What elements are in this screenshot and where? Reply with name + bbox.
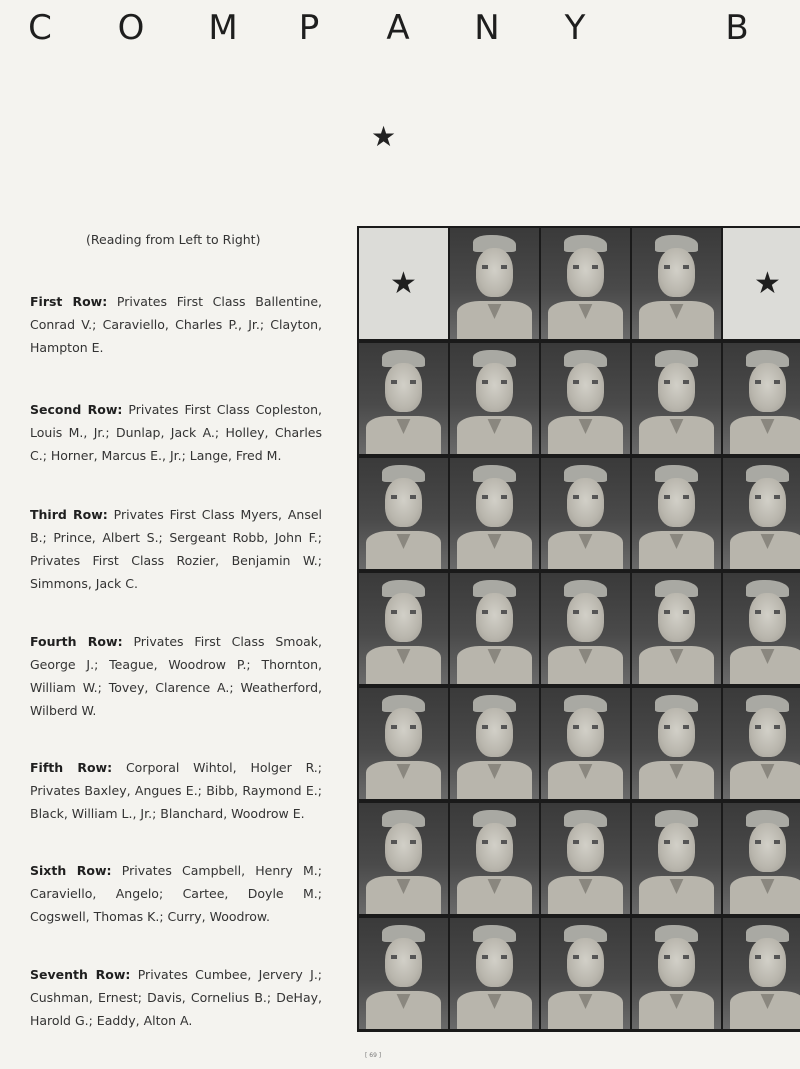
portrait-face (749, 823, 786, 872)
soldier-portrait (541, 803, 630, 914)
portrait-face (476, 938, 513, 987)
portrait-eyes (664, 495, 689, 499)
soldier-portrait (632, 918, 721, 1029)
soldier-portrait (632, 573, 721, 684)
portrait-eyes (482, 380, 507, 384)
soldier-portrait (450, 458, 539, 569)
star-icon: ★ (371, 120, 397, 153)
row-caption (30, 859, 322, 928)
star-tile (359, 228, 448, 339)
row-label: First Row: (30, 294, 108, 309)
heading-letter: O (117, 8, 145, 48)
portrait-face (476, 593, 513, 642)
soldier-portrait (632, 343, 721, 454)
row-caption (30, 503, 322, 595)
soldier-portrait (541, 228, 630, 339)
portrait-eyes (482, 495, 507, 499)
portrait-face (476, 363, 513, 412)
soldier-portrait (450, 343, 539, 454)
heading-letter: N (474, 8, 500, 48)
portrait-eyes (573, 380, 598, 384)
portrait-face (385, 938, 422, 987)
star-tile (723, 228, 800, 339)
portrait-eyes (482, 955, 507, 959)
soldier-portrait (450, 918, 539, 1029)
soldier-portrait (632, 228, 721, 339)
soldier-portrait (359, 458, 448, 569)
portrait-eyes (573, 265, 598, 269)
row-names: Privates First Class Copleston, Louis M., Jr.; Dunlap, Jack A.; Holley, Charles C.; Horner, Marcus E., Jr.; Lange, Fred M. (30, 402, 323, 463)
portrait-face (567, 708, 604, 757)
soldier-portrait (541, 573, 630, 684)
portrait-face (385, 478, 422, 527)
portrait-face (658, 363, 695, 412)
soldier-portrait (359, 573, 448, 684)
reading-note: (Reading from Left to Right) (86, 232, 261, 247)
portrait-eyes (755, 955, 780, 959)
heading-letter: B (725, 8, 749, 48)
soldier-portrait (541, 343, 630, 454)
portrait-eyes (391, 725, 416, 729)
portrait-eyes (391, 610, 416, 614)
portrait-eyes (755, 380, 780, 384)
row-names: Corporal Wihtol, Holger R.; Privates Baxley, Angues E.; Bibb, Raymond E.; Black, William L., Jr.; Blanchard, Woodrow E. (30, 760, 322, 821)
row-names: Privates Cumbee, Jervery J.; Cushman, Ernest; Davis, Cornelius B.; DeHay, Harold G.; Eaddy, Alton A. (30, 967, 322, 1028)
portrait-face (658, 708, 695, 757)
soldier-portrait (723, 343, 800, 454)
portrait-eyes (482, 725, 507, 729)
portrait-face (567, 248, 604, 297)
portrait-face (658, 593, 695, 642)
soldier-portrait (723, 458, 800, 569)
row-label: Third Row: (30, 507, 108, 522)
portrait-face (385, 363, 422, 412)
row-caption (30, 290, 322, 359)
portrait-face (749, 363, 786, 412)
portrait-grid (357, 226, 800, 1032)
portrait-face (749, 593, 786, 642)
heading-letter: C (28, 8, 52, 48)
portrait-eyes (755, 840, 780, 844)
row-names: Privates First Class Myers, Ansel B.; Prince, Albert S.; Sergeant Robb, John F.; Privates First Class Rozier, Benjamin W.; Simmons, Jack C. (30, 507, 322, 591)
portrait-eyes (664, 380, 689, 384)
soldier-portrait (541, 918, 630, 1029)
page-number: [ 69 ] (365, 1052, 382, 1059)
portrait-eyes (573, 725, 598, 729)
soldier-portrait (359, 343, 448, 454)
portrait-face (658, 478, 695, 527)
portrait-eyes (482, 840, 507, 844)
row-label: Seventh Row: (30, 967, 131, 982)
soldier-portrait (450, 573, 539, 684)
portrait-eyes (664, 725, 689, 729)
portrait-eyes (391, 380, 416, 384)
row-caption (30, 963, 322, 1032)
portrait-face (749, 478, 786, 527)
row-label: Sixth Row: (30, 863, 112, 878)
portrait-face (476, 708, 513, 757)
portrait-face (567, 593, 604, 642)
portrait-face (567, 823, 604, 872)
portrait-face (658, 248, 695, 297)
soldier-portrait (723, 688, 800, 799)
heading-letter: Y (564, 8, 586, 48)
row-names: Privates First Class Smoak, George J.; Teague, Woodrow P.; Thornton, William W.; Tovey, Clarence A.; Weatherford, Wilberd W. (30, 634, 322, 718)
soldier-portrait (723, 918, 800, 1029)
portrait-face (658, 938, 695, 987)
portrait-face (658, 823, 695, 872)
portrait-eyes (664, 955, 689, 959)
portrait-face (385, 823, 422, 872)
portrait-face (476, 823, 513, 872)
row-caption (30, 398, 322, 467)
soldier-portrait (450, 228, 539, 339)
portrait-eyes (482, 265, 507, 269)
heading-letter: P (298, 8, 320, 48)
row-caption (30, 756, 322, 825)
portrait-eyes (573, 955, 598, 959)
portrait-eyes (755, 725, 780, 729)
soldier-portrait (359, 918, 448, 1029)
star-icon: ★ (754, 266, 781, 301)
portrait-face (567, 478, 604, 527)
portrait-eyes (391, 955, 416, 959)
soldier-portrait (723, 573, 800, 684)
soldier-portrait (541, 458, 630, 569)
portrait-eyes (664, 840, 689, 844)
soldier-portrait (359, 688, 448, 799)
row-label: Second Row: (30, 402, 123, 417)
portrait-eyes (391, 495, 416, 499)
portrait-eyes (664, 265, 689, 269)
portrait-eyes (482, 610, 507, 614)
soldier-portrait (541, 688, 630, 799)
portrait-eyes (573, 840, 598, 844)
row-names: Privates First Class Ballentine, Conrad V.; Caraviello, Charles P., Jr.; Clayton, Hampton E. (30, 294, 322, 355)
soldier-portrait (450, 803, 539, 914)
row-caption (30, 630, 322, 722)
company-heading (0, 8, 800, 52)
portrait-eyes (391, 840, 416, 844)
portrait-face (476, 478, 513, 527)
portrait-face (567, 938, 604, 987)
heading-letter: A (386, 8, 410, 48)
soldier-portrait (723, 803, 800, 914)
heading-letter: M (208, 8, 238, 48)
portrait-eyes (664, 610, 689, 614)
row-label: Fourth Row: (30, 634, 123, 649)
portrait-face (385, 708, 422, 757)
soldier-portrait (632, 688, 721, 799)
star-icon: ★ (390, 266, 417, 301)
soldier-portrait (359, 803, 448, 914)
portrait-eyes (755, 610, 780, 614)
row-label: Fifth Row: (30, 760, 113, 775)
portrait-eyes (573, 610, 598, 614)
soldier-portrait (632, 458, 721, 569)
soldier-portrait (450, 688, 539, 799)
soldier-portrait (632, 803, 721, 914)
portrait-face (749, 938, 786, 987)
portrait-eyes (755, 495, 780, 499)
row-names: Privates Campbell, Henry M.; Caraviello, Angelo; Cartee, Doyle M.; Cogswell, Thomas K.; Curry, Woodrow. (30, 863, 322, 924)
portrait-face (385, 593, 422, 642)
portrait-face (567, 363, 604, 412)
portrait-face (749, 708, 786, 757)
portrait-eyes (573, 495, 598, 499)
portrait-face (476, 248, 513, 297)
